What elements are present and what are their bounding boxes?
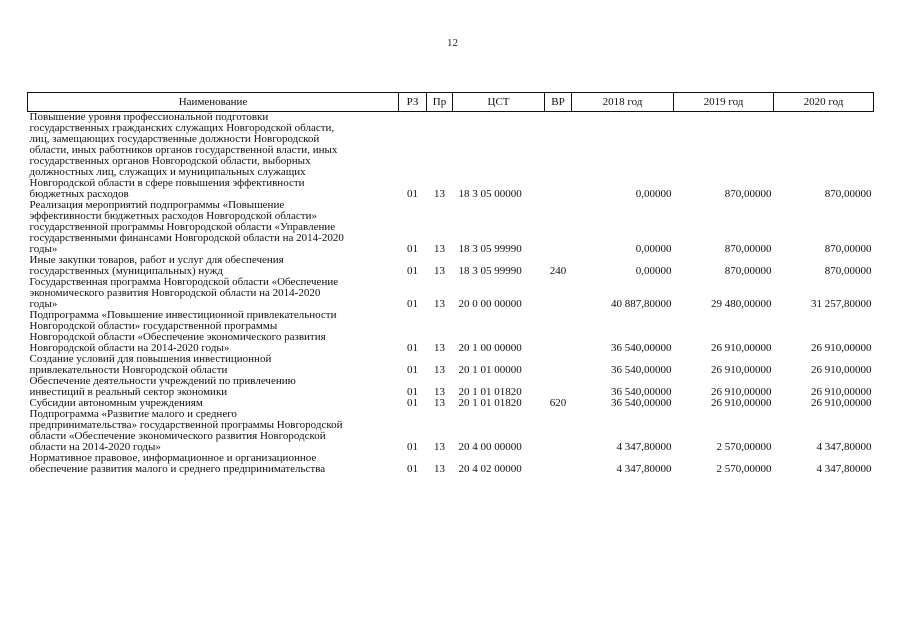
table-row <box>28 409 874 453</box>
row-2019: 870,00000 <box>724 265 772 277</box>
row-pr: 13 <box>434 441 445 453</box>
row-pr: 13 <box>434 386 445 398</box>
table-row <box>28 376 874 398</box>
row-name-line: Иные закупки товаров, работ и услуг для обеспечения <box>29 254 284 266</box>
row-2020: 31 257,80000 <box>811 298 872 310</box>
row-name-line: государственными финансами Новгородской области на 2014-2020 <box>29 232 344 244</box>
row-vr <box>545 376 572 398</box>
row-2020: 870,00000 <box>824 265 872 277</box>
header-pr: Пр <box>427 93 453 112</box>
row-name-line: государственной программы Новгородской области «Управление <box>29 221 336 233</box>
row-vr <box>545 453 572 475</box>
row-cst: 20 1 01 00000 <box>458 364 522 376</box>
row-name-line: Подпрограмма «Повышение инвестиционной привлекательности <box>29 309 337 321</box>
header-name: Наименование <box>28 93 399 112</box>
row-rz: 01 <box>407 463 418 475</box>
row-name-line: области на 2014-2020 годы» <box>29 441 161 453</box>
row-name-line: Новгородской области «Обеспечение экономического развития <box>29 331 326 343</box>
row-2019: 870,00000 <box>724 243 772 255</box>
row-pr: 13 <box>434 265 445 277</box>
row-name-line: Реализация мероприятий подпрограммы «Повышение <box>29 199 285 211</box>
row-name-line: Государственная программа Новгородской области «Обеспечение <box>29 276 339 288</box>
row-name-line: государственных (муниципальных) нужд <box>29 265 223 277</box>
row-name <box>28 200 399 255</box>
row-2020: 26 910,00000 <box>811 364 872 376</box>
row-2020: 26 910,00000 <box>811 397 872 409</box>
row-name <box>28 453 399 475</box>
row-name-line: бюджетных расходов <box>29 188 129 200</box>
row-name-line: Создание условий для повышения инвестиционной <box>29 353 272 365</box>
row-name-line: лиц, замещающих государственные должности Новгородской <box>29 133 320 145</box>
row-2018: 36 540,00000 <box>611 342 672 354</box>
row-name-line: Подпрограмма «Развитие малого и среднего <box>29 408 237 420</box>
row-cst: 20 1 01 01820 <box>458 397 522 409</box>
row-vr <box>545 277 572 310</box>
row-2018: 40 887,80000 <box>611 298 672 310</box>
row-2019: 26 910,00000 <box>711 397 772 409</box>
row-name-line: Обеспечение деятельности учреждений по привлечению <box>29 375 296 387</box>
row-2019: 2 570,00000 <box>716 463 772 475</box>
row-cst: 18 3 05 00000 <box>458 188 522 200</box>
row-name <box>28 277 399 310</box>
row-name-line: годы» <box>29 243 58 255</box>
header-rz: РЗ <box>399 93 427 112</box>
row-rz: 01 <box>407 441 418 453</box>
budget-table <box>27 92 874 475</box>
row-2019: 2 570,00000 <box>716 441 772 453</box>
row-pr: 13 <box>434 298 445 310</box>
row-vr: 620 <box>549 397 567 409</box>
row-name <box>28 112 399 201</box>
table-row <box>28 310 874 354</box>
row-name-line: должностных лиц, служащих и муниципальных служащих <box>29 166 306 178</box>
row-2019: 870,00000 <box>724 188 772 200</box>
row-cst: 20 4 00 00000 <box>458 441 522 453</box>
row-name-line: области «Обеспечение экономического развития Новгородской <box>29 430 326 442</box>
row-name-line: годы» <box>29 298 58 310</box>
row-rz: 01 <box>407 265 418 277</box>
row-2018: 0,00000 <box>635 188 672 200</box>
row-vr <box>545 409 572 453</box>
row-name <box>28 409 399 453</box>
header-2019: 2019 год <box>674 93 774 112</box>
row-2018: 36 540,00000 <box>611 364 672 376</box>
row-name-line: Повышение уровня профессиональной подготовки <box>29 111 269 123</box>
row-rz: 01 <box>407 188 418 200</box>
row-pr: 13 <box>434 243 445 255</box>
row-rz: 01 <box>407 243 418 255</box>
table-row <box>28 112 874 201</box>
row-name <box>28 354 399 376</box>
table-header <box>28 93 874 112</box>
row-name-line: предпринимательства» государственной программы Новгородской <box>29 419 343 431</box>
row-vr <box>545 112 572 201</box>
row-rz: 01 <box>407 342 418 354</box>
row-pr: 13 <box>434 342 445 354</box>
row-pr: 13 <box>434 463 445 475</box>
row-2018: 0,00000 <box>635 243 672 255</box>
row-name-line: области, иных работников органов государственной власти, иных <box>29 144 338 156</box>
row-rz: 01 <box>407 386 418 398</box>
row-rz: 01 <box>407 298 418 310</box>
row-2018: 0,00000 <box>635 265 672 277</box>
header-cst: ЦСТ <box>453 93 545 112</box>
row-2019: 26 910,00000 <box>711 364 772 376</box>
row-name-line: Новгородской области в сфере повышения эффективности <box>29 177 305 189</box>
row-2020: 4 347,80000 <box>816 441 872 453</box>
row-cst: 20 1 01 01820 <box>458 386 522 398</box>
row-2018: 36 540,00000 <box>611 386 672 398</box>
header-row <box>28 93 874 112</box>
row-name-line: инвестиций в реальный сектор экономики <box>29 386 228 398</box>
row-name-line: Субсидии автономным учреждениям <box>29 397 203 409</box>
row-rz: 01 <box>407 364 418 376</box>
row-cst: 20 0 00 00000 <box>458 298 522 310</box>
table-row <box>28 277 874 310</box>
row-vr <box>545 354 572 376</box>
page-number: 12 <box>447 37 458 49</box>
row-name-line: Нормативное правовое, информационное и организационное <box>29 452 317 464</box>
row-2019: 26 910,00000 <box>711 386 772 398</box>
row-2020: 4 347,80000 <box>816 463 872 475</box>
row-name-line: эффективности бюджетных расходов Новгородской области» <box>29 210 317 222</box>
row-name-line: государственных гражданских служащих Новгородской области, <box>29 122 335 134</box>
row-pr: 13 <box>434 397 445 409</box>
table-row <box>28 354 874 376</box>
row-name-line: экономического развития Новгородской области на 2014-2020 <box>29 287 321 299</box>
header-vr: ВР <box>545 93 572 112</box>
row-vr <box>545 310 572 354</box>
row-pr: 13 <box>434 364 445 376</box>
row-2018: 36 540,00000 <box>611 397 672 409</box>
row-2020: 26 910,00000 <box>811 386 872 398</box>
header-2020: 2020 год <box>774 93 874 112</box>
row-cst: 20 1 00 00000 <box>458 342 522 354</box>
row-2020: 870,00000 <box>824 243 872 255</box>
row-2018: 4 347,80000 <box>616 441 672 453</box>
row-vr <box>545 200 572 255</box>
table-row <box>28 200 874 255</box>
header-2018: 2018 год <box>572 93 674 112</box>
row-name-line: государственных органов Новгородской области, выборных <box>29 155 311 167</box>
row-2019: 29 480,00000 <box>711 298 772 310</box>
row-2018: 4 347,80000 <box>616 463 672 475</box>
row-name-line: привлекательности Новгородской области <box>29 364 228 376</box>
row-2020: 870,00000 <box>824 188 872 200</box>
row-name-line: обеспечение развития малого и среднего предпринимательства <box>29 463 326 475</box>
row-rz: 01 <box>407 397 418 409</box>
row-name-line: Новгородской области» государственной программы <box>29 320 278 332</box>
row-pr: 13 <box>434 188 445 200</box>
row-cst: 20 4 02 00000 <box>458 463 522 475</box>
row-name <box>28 376 399 398</box>
table-row <box>28 255 874 277</box>
row-cst: 18 3 05 99990 <box>458 265 522 277</box>
row-cst: 18 3 05 99990 <box>458 243 522 255</box>
row-2019: 26 910,00000 <box>711 342 772 354</box>
table-body <box>28 112 874 476</box>
row-name <box>28 310 399 354</box>
row-name <box>28 255 399 277</box>
row-vr: 240 <box>549 265 567 277</box>
row-2020: 26 910,00000 <box>811 342 872 354</box>
table-row <box>28 453 874 475</box>
row-name-line: Новгородской области на 2014-2020 годы» <box>29 342 230 354</box>
